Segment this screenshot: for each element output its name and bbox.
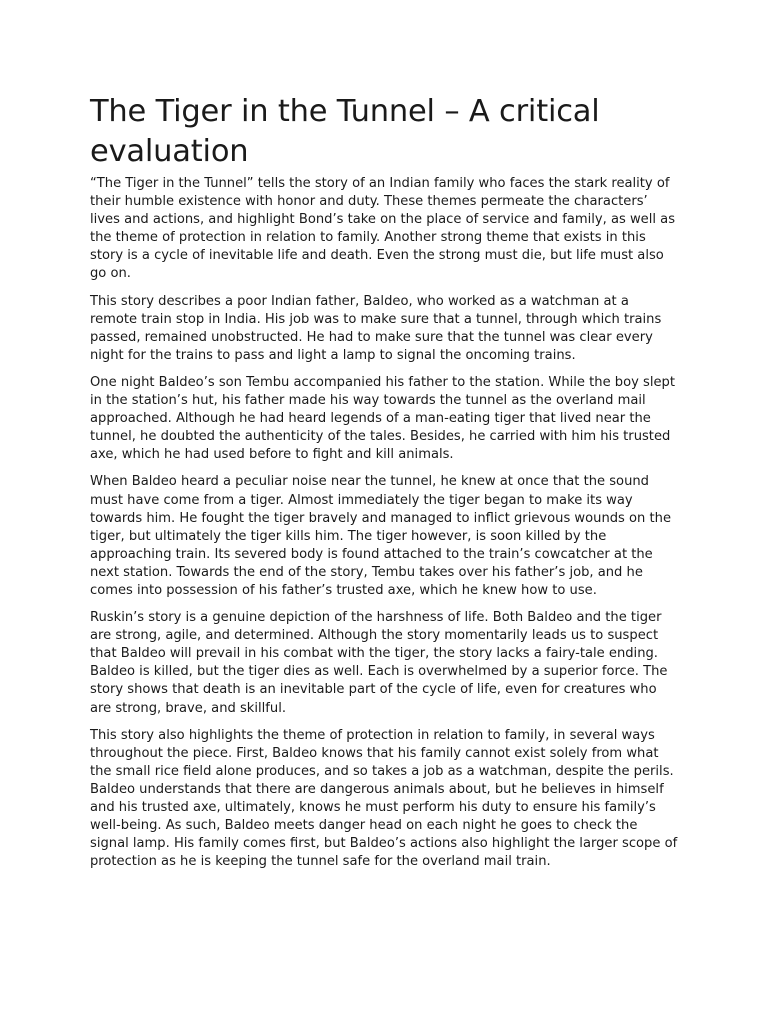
paragraph-night-at-station: One night Baldeo’s son Tembu accompanied his father to the station. While the boy slept in the station’s hut, his father made his way towards the tunnel as the overland mail approached. Although he had heard legends of a man-eating tiger that lived near the tunnel, he doubted the authenticity of the tales. Besides, he carried with him his trusted axe, which he had used before to fight and kill animals. — [90, 374, 675, 463]
paragraph-summary: This story describes a poor Indian father, Baldeo, who worked as a watchman at a remote train stop in India. His job was to make sure that a tunnel, through which trains passed, remained unobstructed. He had to make sure that the tunnel was clear every night for the trains to pass and light a lamp to signal the oncoming trains. — [90, 293, 662, 363]
paragraph-intro: “The Tiger in the Tunnel” tells the story of an Indian family who faces the stark reality of their humble existence with honor and duty. These themes permeate the characters’ lives and actions, and highlight Bond’s take on the place of service and family, as well as the theme of protection in relation to family. Another strong theme that exists in this story is a cycle of inevitable life and death. Even the strong must die, but life must also go on. — [90, 176, 676, 282]
paragraph-harshness-of-life: Ruskin’s story is a genuine depiction of the harshness of life. Both Baldeo and the tiger are strong, agile, and determined. Although the story momentarily leads us to suspect that Baldeo will prevail in his combat with the tiger, the story lacks a fairy-tale ending. Baldeo is killed, but the tiger dies as well. Each is overwhelmed by a superior force. The story shows that death is an inevitable part of the cycle of life, even for creatures who are strong, brave, and skillful. — [90, 610, 668, 716]
paragraph-protection-theme: This story also highlights the theme of protection in relation to family, in several ways throughout the piece. First, Baldeo knows that his family cannot exist solely from what the small rice field alone produces, and so takes a job as a watchman, despite the perils. Baldeo understands that there are dangerous animals about, but he believes in himself and his trusted axe, ultimately, knows he must perform his duty to ensure his family’s well-being. As such, Baldeo meets danger head on each night he goes to check the signal lamp. His family comes first, but Baldeo’s actions also highlight the larger scope of protection as he is keeping the tunnel safe for the overland mail train. — [90, 727, 678, 870]
document-title: The Tiger in the Tunnel – A critical evaluation — [90, 94, 600, 169]
document-body — [90, 92, 680, 880]
paragraph-tiger-fight: When Baldeo heard a peculiar noise near the tunnel, he knew at once that the sound must have come from a tiger. Almost immediately the tiger began to make its way towards him. He fought the tiger bravely and managed to inflict grievous wounds on the tiger, but ultimately the tiger kills him. The tiger however, is soon killed by the approaching train. Its severed body is found attached to the train’s cowcatcher at the next station. Towards the end of the story, Tembu takes over his father’s job, and he comes into possession of his father’s trusted axe, which he knew how to use. — [90, 474, 672, 598]
